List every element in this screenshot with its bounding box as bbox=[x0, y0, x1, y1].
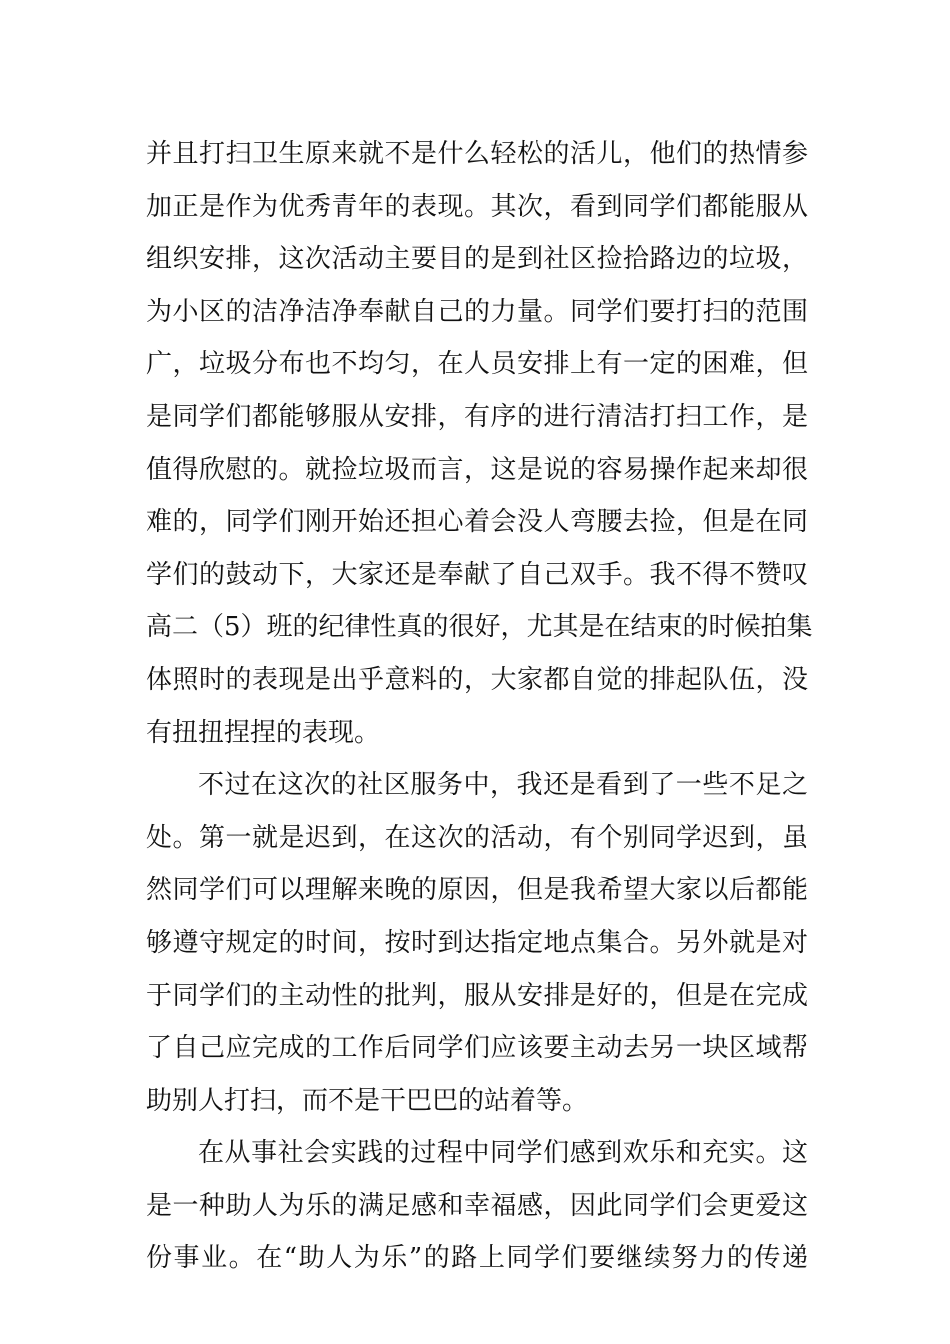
paragraph bbox=[146, 1127, 808, 1285]
text-line: 并且打扫卫生原来就不是什么轻松的活儿，他们的热情参 bbox=[146, 139, 808, 169]
text-line: 处。第一就是迟到，在这次的活动，有个别同学迟到，虽 bbox=[146, 822, 808, 853]
text-line: 有扭扭捏捏的表现。 bbox=[146, 717, 381, 748]
text-line: 加正是作为优秀青年的表现。其次，看到同学们都能服从 bbox=[146, 191, 808, 222]
text-line: 广，垃圾分布也不均匀，在人员安排上有一定的困难，但 bbox=[146, 349, 808, 380]
text-line: 体照时的表现是出乎意料的，大家都自觉的排起队伍，没 bbox=[146, 664, 808, 695]
text-line: 够遵守规定的时间，按时到达指定地点集合。另外就是对 bbox=[146, 927, 808, 958]
document-body-text bbox=[146, 128, 813, 1285]
text-line: 值得欣慰的。就捡垃圾而言，这是说的容易操作起来却很 bbox=[146, 454, 808, 485]
text-line: 学们的鼓动下，大家还是奉献了自己双手。我不得不赞叹 bbox=[146, 559, 808, 590]
paragraph bbox=[146, 759, 808, 1127]
text-line: 是同学们都能够服从安排，有序的进行清洁打扫工作，是 bbox=[146, 401, 808, 432]
paragraph bbox=[146, 128, 813, 759]
text-line: 组织安排，这次活动主要目的是到社区捡拾路边的垃圾， bbox=[146, 244, 808, 275]
text-line: 为小区的洁净洁净奉献自己的力量。同学们要打扫的范围 bbox=[146, 296, 808, 327]
text-line: 然同学们可以理解来晚的原因，但是我希望大家以后都能 bbox=[146, 875, 808, 906]
text-line: 在从事社会实践的过程中同学们感到欢乐和充实。这 bbox=[198, 1138, 808, 1169]
text-line: 助别人打扫，而不是干巴巴的站着等。 bbox=[146, 1085, 589, 1116]
text-line: 于同学们的主动性的批判，服从安排是好的，但是在完成 bbox=[146, 980, 808, 1011]
text-line: 是一种助人为乐的满足感和幸福感，因此同学们会更爱这 bbox=[146, 1190, 808, 1221]
text-line: 不过在这次的社区服务中，我还是看到了一些不足之 bbox=[198, 770, 808, 801]
text-line: 了自己应完成的工作后同学们应该要主动去另一块区域帮 bbox=[146, 1033, 808, 1064]
text-line: 高二（5）班的纪律性真的很好，尤其是在结束的时候拍集 bbox=[146, 612, 813, 643]
text-line: 难的，同学们刚开始还担心着会没人弯腰去捡，但是在同 bbox=[146, 507, 808, 538]
text-line: 份事业。在“助人为乐”的路上同学们要继续努力的传递 bbox=[146, 1243, 808, 1274]
